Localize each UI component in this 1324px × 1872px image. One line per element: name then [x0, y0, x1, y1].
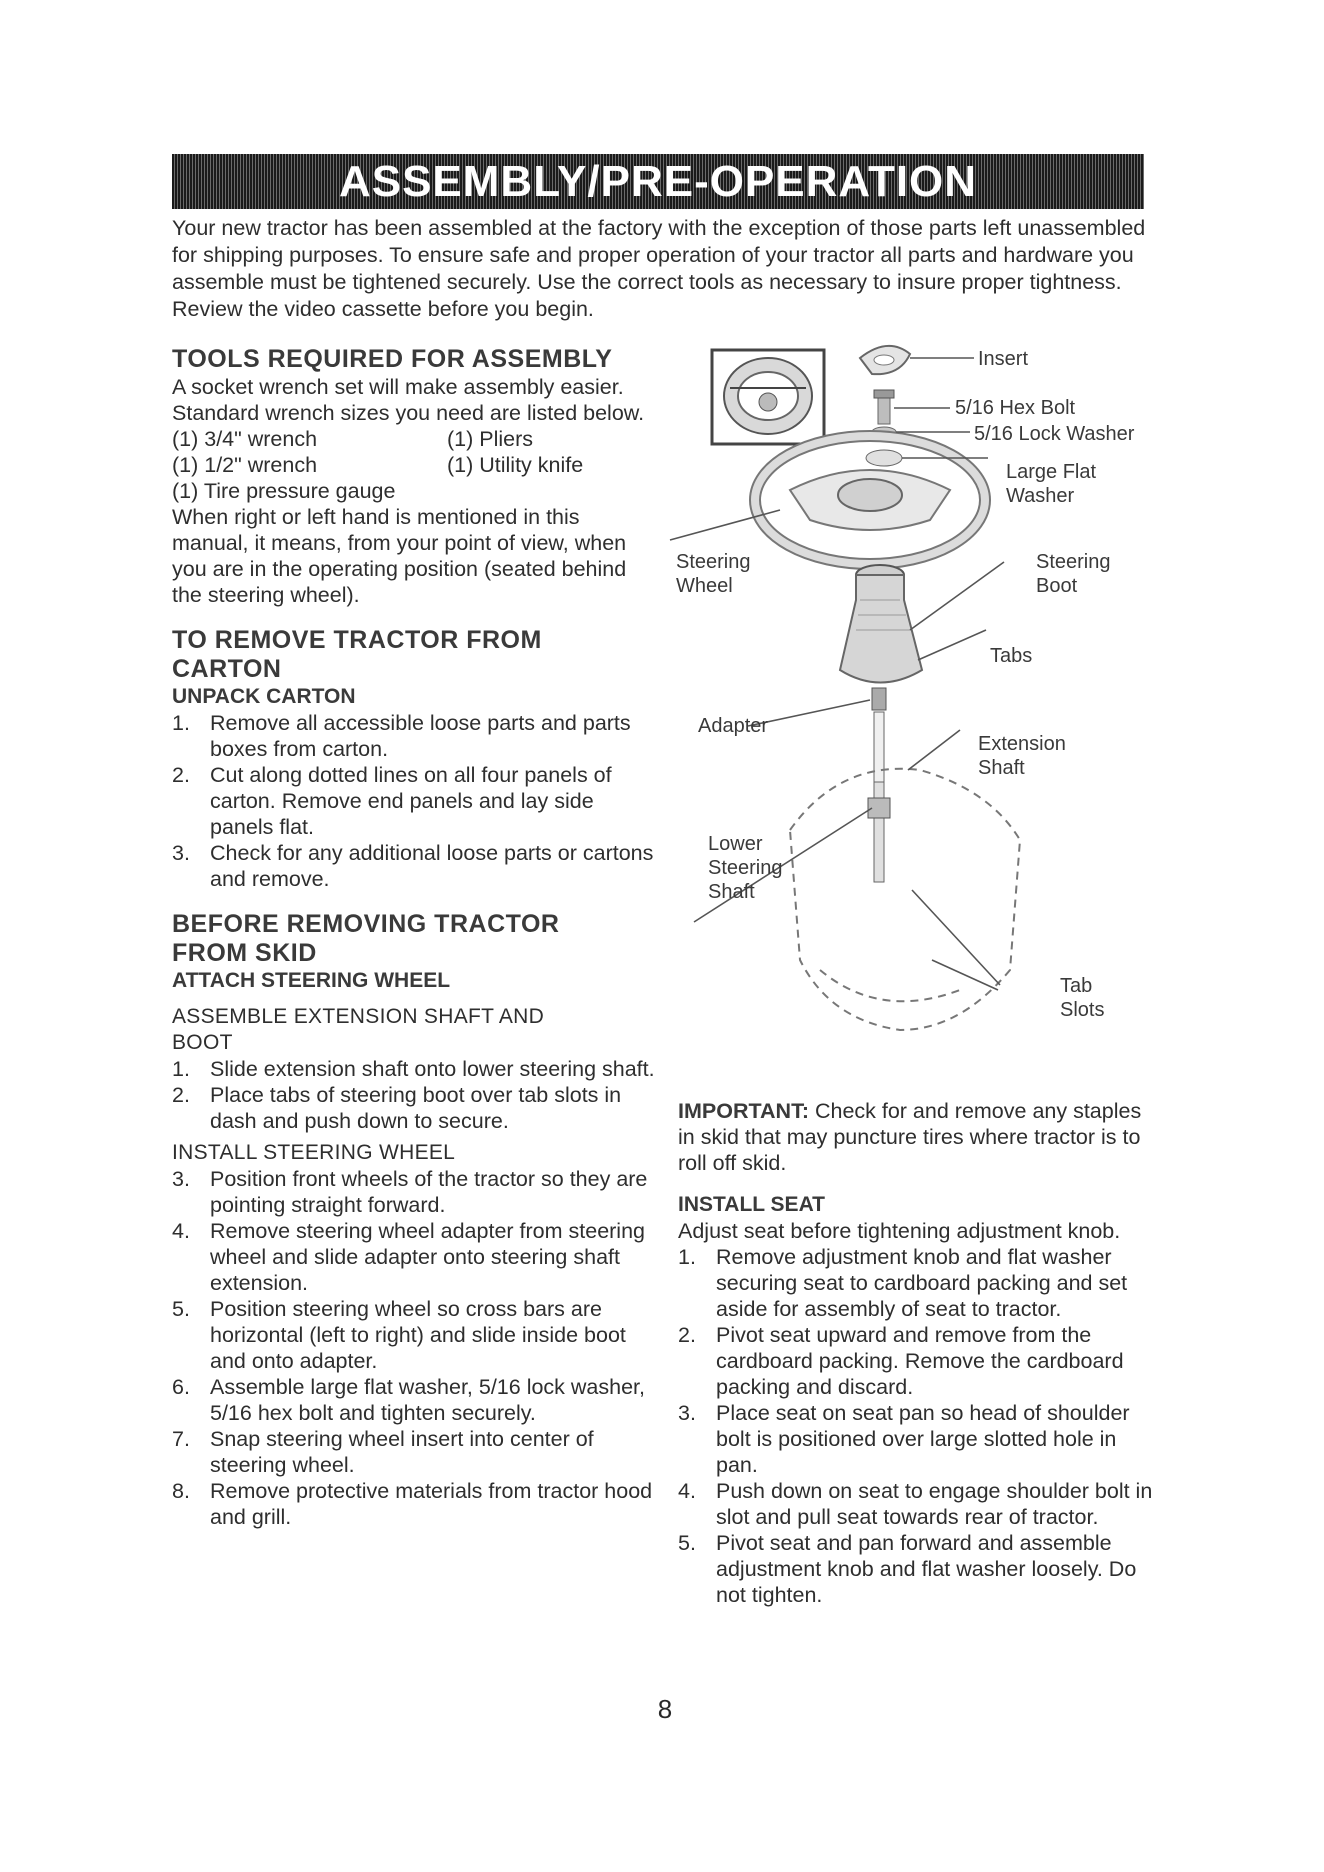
- tool-item: (1) 1/2" wrench: [172, 453, 318, 477]
- list-item: 7. Snap steering wheel insert into center of steering wheel.: [172, 1427, 594, 1477]
- list-item: 2. Pivot seat upward and remove from the cardboard packing. Remove the cardboard packing and discard.: [678, 1323, 1124, 1399]
- install-seat-intro: Adjust seat before tightening adjustment knob.: [678, 1219, 1121, 1243]
- list-item: 3. Position front wheels of the tractor so they are pointing straight forward.: [172, 1167, 648, 1217]
- tool-item: (1) Utility knife: [447, 453, 584, 477]
- list-item: 5. Pivot seat and pan forward and assemble adjustment knob and flat washer loosely. Do not tighten.: [678, 1531, 1137, 1607]
- before-heading-line1: BEFORE REMOVING TRACTOR: [172, 910, 560, 938]
- remove-heading-line2: CARTON: [172, 655, 282, 683]
- label-large-flat: Large Flat: [1006, 461, 1097, 483]
- list-item: 8. Remove protective materials from tractor hood and grill.: [172, 1479, 653, 1529]
- orientation-note: When right or left hand is mentioned in this manual, it means, from your point of view, when you are in the operating position (seated behind the steering wheel).: [172, 505, 627, 607]
- list-item: 2. Cut along dotted lines on all four panels of carton. Remove end panels and lay side panels flat.: [172, 763, 612, 839]
- tool-item: (1) Pliers: [447, 427, 534, 451]
- list-item: 5. Position steering wheel so cross bars are horizontal (left to right) and slide inside boot and onto adapter.: [172, 1297, 626, 1373]
- remove-heading-line1: TO REMOVE TRACTOR FROM: [172, 626, 542, 654]
- right-column: [678, 1098, 1153, 1608]
- section-banner: [172, 154, 1144, 209]
- label-shaft: Shaft: [978, 757, 1025, 779]
- hex-bolt-part: [874, 390, 894, 424]
- label-extension: Extension: [978, 733, 1066, 755]
- list-item: 1. Remove all accessible loose parts and parts boxes from carton.: [172, 711, 631, 761]
- label-lower-shaft: Shaft: [708, 881, 755, 903]
- lower-steering-shaft-part: [868, 782, 890, 882]
- left-column: [172, 345, 657, 1530]
- label-tab: Tab: [1060, 975, 1093, 997]
- attach-subheading: ATTACH STEERING WHEEL: [172, 969, 451, 992]
- intro-paragraph: Your new tractor has been assembled at the factory with the exception of those parts left unassembled for shipping purposes. To ensure safe and proper operation of your tractor all parts and hardware you assemble must be tightened securely. Use the correct tools as necessary to insure proper tightness. Review the video cassette before you begin.: [172, 216, 1146, 321]
- extension-subheading-line2: BOOT: [172, 1031, 233, 1054]
- label-steering-boot-2: Boot: [1036, 575, 1078, 597]
- list-item: 1. Slide extension shaft onto lower steering shaft.: [172, 1057, 655, 1081]
- label-steering-boot-1: Steering: [1036, 551, 1111, 573]
- label-lock-washer: 5/16 Lock Washer: [974, 423, 1135, 445]
- extension-shaft-part: [874, 712, 884, 782]
- steering-wheel-inset: [712, 350, 824, 444]
- label-washer: Washer: [1006, 485, 1075, 507]
- tools-list: [172, 426, 657, 478]
- list-item: 3. Place seat on seat pan so head of shoulder bolt is positioned over large slotted hole in pan.: [678, 1401, 1130, 1477]
- tool-gauge: (1) Tire pressure gauge: [172, 479, 396, 503]
- unpack-steps: [172, 710, 657, 892]
- dash-panel-outline: [790, 769, 1020, 1030]
- extension-subheading-line1: ASSEMBLE EXTENSION SHAFT AND: [172, 1005, 545, 1028]
- unpack-subheading: UNPACK CARTON: [172, 685, 356, 708]
- list-item: 2. Place tabs of steering boot over tab slots in dash and push down to secure.: [172, 1083, 622, 1133]
- label-slots: Slots: [1060, 999, 1105, 1021]
- list-item: 3. Check for any additional loose parts or cartons and remove.: [172, 841, 654, 891]
- insert-part: [860, 346, 910, 374]
- install-wheel-steps: [172, 1166, 657, 1530]
- install-wheel-subheading: INSTALL STEERING WHEEL: [172, 1141, 456, 1164]
- label-lower: Lower: [708, 833, 763, 855]
- tools-description: A socket wrench set will make assembly easier. Standard wrench sizes you need are listed below.: [172, 375, 645, 425]
- important-label: IMPORTANT:: [678, 1099, 809, 1123]
- important-note: IMPORTANT: Check for and remove any staples in skid that may puncture tires where tractor is to roll off skid.: [678, 1099, 1142, 1175]
- list-item: 4. Push down on seat to engage shoulder bolt in slot and pull seat towards rear of tractor.: [678, 1479, 1153, 1529]
- install-seat-heading: INSTALL SEAT: [678, 1193, 825, 1216]
- label-steering-wheel-2: Wheel: [676, 575, 733, 597]
- label-hex-bolt: 5/16 Hex Bolt: [955, 397, 1076, 419]
- tool-item: (1) 3/4" wrench: [172, 427, 318, 451]
- label-tabs: Tabs: [990, 645, 1033, 667]
- label-lower-steering: Steering: [708, 857, 783, 879]
- tools-heading: TOOLS REQUIRED FOR ASSEMBLY: [172, 345, 613, 373]
- extension-steps: [172, 1056, 657, 1134]
- install-seat-steps: [678, 1244, 1153, 1608]
- label-steering-wheel-1: Steering: [676, 551, 751, 573]
- list-item: 1. Remove adjustment knob and flat washer securing seat to cardboard packing and set aside for assembly of seat to tractor.: [678, 1245, 1128, 1321]
- section-title: ASSEMBLY/PRE-OPERATION: [338, 157, 978, 206]
- flat-washer-part: [866, 450, 902, 466]
- label-adapter: Adapter: [698, 715, 769, 737]
- label-insert: Insert: [978, 348, 1029, 370]
- page-number: 8: [657, 1694, 673, 1724]
- list-item: 6. Assemble large flat washer, 5/16 lock washer, 5/16 hex bolt and tighten securely.: [172, 1375, 645, 1425]
- steering-assembly-diagram: [660, 330, 1160, 1050]
- list-item: 4. Remove steering wheel adapter from steering wheel and slide adapter onto steering shaft extension.: [172, 1219, 645, 1295]
- adapter-part: [872, 688, 886, 710]
- steering-boot-part: [840, 565, 922, 683]
- before-heading-line2: FROM SKID: [172, 939, 317, 967]
